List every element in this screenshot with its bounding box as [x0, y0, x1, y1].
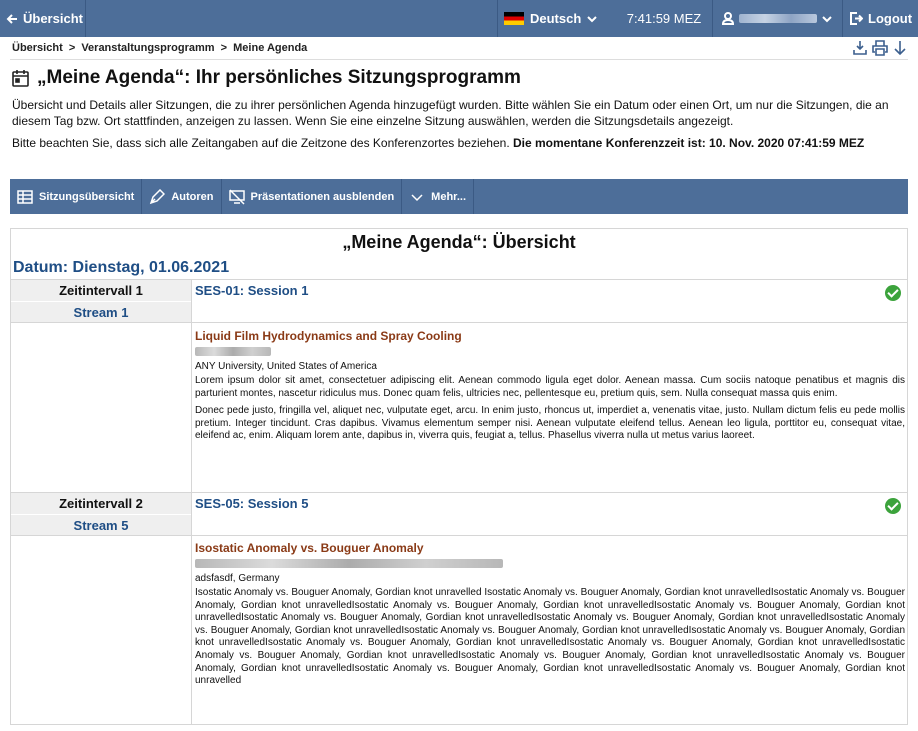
top-navigation-bar: [0, 0, 918, 37]
divider: [11, 535, 907, 536]
back-to-overview-button[interactable]: [0, 0, 86, 37]
session-link[interactable]: SES-01: Session 1: [195, 283, 309, 298]
session-link[interactable]: SES-05: Session 5: [195, 496, 309, 511]
logout-label: Logout: [868, 11, 913, 26]
language-selector[interactable]: [497, 0, 609, 37]
intro-text: Übersicht und Details aller Sitzungen, die zu ihrer persönlichen Agenda hinzugefügt wurden. Bitte wählen Sie ein Datum oder einen Ort, um nur die Sitzungen, die an diesem Tag bzw. Ort stattfinden, anzeigen zu lassen. Wenn Sie eine einzelne Sitzung auswählen, werden die Sitzungsdetails angezeigt.: [12, 98, 889, 128]
logout-button[interactable]: [842, 0, 918, 37]
presentation-entry: [195, 541, 905, 693]
page-title: [12, 67, 521, 89]
clock: [616, 0, 712, 37]
hide-presentations-label: Präsentationen ausblenden: [250, 190, 395, 203]
authors-button[interactable]: [142, 179, 221, 214]
abstract: Isostatic Anomaly vs. Bouguer Anomaly, Gordian knot unravelled Isostatic Anomaly vs. Bouguer Anomaly, Gordian knot unravelledIsostatic Anomaly vs. Bouguer Anomaly, Gordian knot unravelledIsostatic Anomaly vs. Bouguer Anomaly, Gordian knot unravelledIsostatic Anomaly vs. Bouguer Anomaly, Gordian knot unravelledIsostatic Anomaly vs. Bouguer Anomaly, Gordian knot unravelledIsostatic Anomaly vs. Bouguer Anomaly, Gordian knot unravelledIsostatic Anomaly vs. Bouguer Anomaly, Gordian knot unravelledIsostatic Anomaly vs. Bouguer Anomaly, Gordian knot unravelledIsostatic Anomaly vs. Bouguer Anomaly, Gordian knot unravelledIsostatic Anomaly vs. Bouguer Anomaly, Gordian knot unravelledIsostatic Anomaly vs. Bouguer Anomaly, Gordian knot unravelledIsostatic Anomaly vs. Bouguer Anomaly, Gordian knot unravelledIsostatic Anomaly vs. Bouguer Anomaly, Gordian knot unravelledIsostatic Anomaly vs. Bouguer Anomaly, Gordian knot unravelledIsostatic Anomaly vs. Bouguer Anomaly, Gordian knot unravelledIsostatic Anomaly vs. Bouguer Anomaly, Gordian knot unravelled: [195, 587, 905, 687]
abstract: Lorem ipsum dolor sit amet, consectetuer adipiscing elit. Aenean commodo ligula eget dolor. Aenean massa. Cum sociis natoque penatibus et magnis dis parturient montes, nascetur ridiculus mus. Donec quam felis, ultricies nec, pellentesque eu, pretium quis, sem. Nulla consequat massa quis enim.: [195, 375, 905, 399]
page-tools: [852, 40, 908, 56]
session-overview-button[interactable]: [10, 179, 142, 214]
breadcrumb: [12, 42, 307, 54]
author-redacted: [195, 559, 503, 568]
agenda-title: „Meine Agenda“: Übersicht: [342, 232, 576, 252]
flag-germany-icon: [504, 12, 524, 25]
time-interval-label: Zeitintervall 2: [11, 493, 191, 514]
language-label: Deutsch: [530, 11, 582, 26]
time-label: 7:41:59 MEZ: [626, 11, 702, 26]
affiliation: adsfasdf, Germany: [195, 573, 280, 584]
chevron-down-icon: [587, 15, 597, 23]
stream-label[interactable]: Stream 5: [11, 514, 191, 535]
authors-label: Autoren: [171, 190, 214, 203]
affiliation: ANY University, United States of America: [195, 361, 377, 372]
agenda-panel: [10, 228, 908, 725]
breadcrumb-separator: >: [68, 42, 76, 54]
calendar-icon: [12, 69, 29, 87]
logout-icon: [850, 12, 863, 25]
more-label: Mehr...: [431, 190, 467, 203]
chevron-down-icon: [822, 15, 832, 23]
download-icon[interactable]: [852, 40, 868, 56]
chevron-down-icon: [409, 189, 425, 205]
page-title-text: „Meine Agenda“: Ihr persönliches Sitzungsprogramm: [37, 67, 521, 88]
timezone-note-text: Bitte beachten Sie, dass sich alle Zeitangaben auf die Zeitzone des Konferenzortes beziehen.: [12, 136, 510, 150]
back-label: Übersicht: [23, 11, 83, 26]
presentation-title[interactable]: Liquid Film Hydrodynamics and Spray Cooling: [195, 329, 462, 343]
presentation-title[interactable]: Isostatic Anomaly vs. Bouguer Anomaly: [195, 541, 424, 555]
divider: [11, 322, 907, 323]
check-circle-icon: [885, 498, 901, 514]
hide-presentations-button[interactable]: [222, 179, 403, 214]
time-interval-label: Zeitintervall 1: [11, 280, 191, 301]
hide-presentation-icon: [229, 189, 245, 205]
breadcrumb-program[interactable]: Veranstaltungsprogramm: [81, 42, 215, 54]
agenda-toolbar: [10, 179, 908, 214]
table-icon: [17, 189, 33, 205]
breadcrumb-agenda: Meine Agenda: [233, 42, 308, 54]
print-icon[interactable]: [872, 40, 888, 56]
presentation-entry: [195, 329, 905, 448]
user-menu[interactable]: [712, 0, 842, 37]
author-redacted: [195, 347, 271, 356]
breadcrumb-separator: >: [220, 42, 228, 54]
timezone-note: [12, 135, 907, 151]
pen-icon: [149, 189, 165, 205]
divider: [10, 59, 908, 60]
user-name-redacted: [739, 14, 817, 23]
conference-time: Die momentane Konferenzzeit ist: 10. Nov. 2020 07:41:59 MEZ: [513, 136, 865, 150]
date-heading[interactable]: Datum: Dienstag, 01.06.2021: [13, 259, 230, 276]
check-circle-icon: [885, 285, 901, 301]
breadcrumb-overview[interactable]: Übersicht: [12, 42, 63, 54]
divider: [191, 279, 192, 725]
user-icon: [722, 12, 734, 25]
more-menu-button[interactable]: [402, 179, 474, 214]
arrow-left-icon: [6, 13, 18, 25]
abstract: Donec pede justo, fringilla vel, aliquet nec, vulputate eget, arcu. In enim justo, rhoncus ut, imperdiet a, venenatis vitae, justo. Nullam dictum felis eu pede mollis pretium. Integer tincidunt. Cras dapibus. Vivamus elementum semper nisi. Aenean vulputate eleifend tellus. Aenean leo ligula, porttitor eu, consequat vitae, eleifend ac, enim. Aliquam lorem ante, dapibus in, viverra quis, feugiat a, tellus. Phasellus viverra nulla ut metus varius laoreet.: [195, 405, 905, 442]
arrow-down-icon[interactable]: [892, 40, 908, 56]
stream-label[interactable]: Stream 1: [11, 301, 191, 322]
session-overview-label: Sitzungsübersicht: [39, 190, 135, 203]
